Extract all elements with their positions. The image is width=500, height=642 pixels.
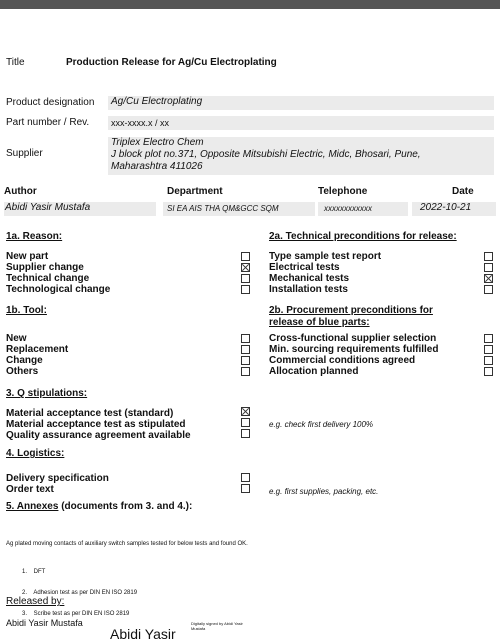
supplier-line: J block plot no.371, Opposite Mitsubishi Electric, Midc, Bhosari, Pune, — [111, 149, 421, 160]
digital-signature-line: Digitally signed by Abidi Yasir — [191, 621, 243, 626]
tool-others-checkbox[interactable] — [241, 367, 250, 376]
commercial-conditions-checkbox[interactable] — [484, 356, 493, 365]
mat-acceptance-standard-checkbox[interactable] — [241, 407, 250, 416]
list-item: Quality assurance agreement available — [6, 430, 191, 441]
date-header: Date — [452, 186, 474, 197]
reason-new-part-checkbox[interactable] — [241, 252, 250, 261]
reason-technological-change-checkbox[interactable] — [241, 285, 250, 294]
logistics-list — [6, 473, 109, 495]
list-item: Cross-functional supplier selection — [269, 333, 437, 344]
reason-supplier-change-checkbox[interactable] — [241, 263, 250, 272]
telephone-header: Telephone — [318, 186, 368, 197]
list-item: Supplier change — [6, 262, 84, 273]
procurement-heading-line: 2b. Procurement preconditions for — [269, 305, 433, 316]
department-header: Department — [167, 186, 223, 197]
procurement-heading-line: release of blue parts: — [269, 317, 370, 328]
list-item: Type sample test report — [269, 251, 382, 262]
list-item: Others — [6, 366, 39, 377]
qa-agreement-checkbox[interactable] — [241, 429, 250, 438]
supplier-line: Maharashtra 411026 — [111, 161, 203, 172]
part-number-label: Part number / Rev. — [6, 117, 90, 128]
min-sourcing-checkbox[interactable] — [484, 345, 493, 354]
list-item: Replacement — [6, 344, 69, 355]
delivery-spec-checkbox[interactable] — [241, 473, 250, 482]
reason-heading: 1a. Reason: — [6, 231, 63, 242]
department-value: SI EA AIS THA QM&GCC SQM — [163, 202, 315, 216]
mat-acceptance-stipulated-checkbox[interactable] — [241, 418, 250, 427]
tool-heading: 1b. Tool: — [6, 305, 47, 316]
list-item: Electrical tests — [269, 262, 340, 273]
list-item: Change — [6, 355, 43, 366]
list-item: Commercial conditions agreed — [269, 355, 416, 366]
procurement-heading — [269, 305, 433, 329]
tech-preconditions-list — [269, 251, 381, 295]
product-designation-field: Ag/Cu Electroplating — [108, 96, 494, 110]
supplier-field — [108, 137, 494, 175]
logistics-note: e.g. first supplies, packing, etc. — [269, 487, 379, 496]
tool-new-checkbox[interactable] — [241, 334, 250, 343]
digital-signature-info — [191, 621, 243, 631]
released-by-name: Abidi Yasir Mustafa — [6, 618, 83, 628]
date-value: 2022-10-21 — [412, 202, 496, 216]
logistics-heading: 4. Logistics: — [6, 448, 65, 459]
tool-change-checkbox[interactable] — [241, 356, 250, 365]
author-value: Abidi Yasir Mustafa — [4, 202, 156, 216]
list-item: Material acceptance test (standard) — [6, 408, 174, 419]
remarks-intro: Ag plated moving contacts of auxiliary switch samples tested for below tests and found OK. — [6, 541, 248, 547]
q-stipulations-list — [6, 408, 191, 441]
procurement-list — [269, 333, 438, 377]
reason-list — [6, 251, 110, 295]
supplier-line: Triplex Electro Chem — [111, 137, 204, 148]
list-item: Order text — [6, 484, 54, 495]
electrical-tests-checkbox[interactable] — [484, 263, 493, 272]
order-text-checkbox[interactable] — [241, 484, 250, 493]
q-stipulations-heading: 3. Q stipulations: — [6, 388, 88, 399]
supplier-label: Supplier — [6, 148, 43, 159]
list-item: Delivery specification — [6, 473, 109, 484]
list-item: 2. Adhesion test as per DIN EN ISO 2819 — [22, 590, 138, 596]
list-item: Technological change — [6, 284, 111, 295]
page-title: Production Release for Ag/Cu Electroplating — [66, 57, 277, 68]
part-number-field: xxx-xxxx.x / xx — [108, 116, 494, 130]
list-item: Mechanical tests — [269, 273, 350, 284]
annexes-heading-underlined: 5. Annexes — [6, 501, 59, 512]
annexes-heading — [6, 501, 192, 513]
list-item: New — [6, 333, 27, 344]
digital-signature-line: Mustafa — [191, 626, 206, 631]
cross-functional-checkbox[interactable] — [484, 334, 493, 343]
product-designation-label: Product designation — [6, 97, 95, 108]
list-item: 1. DFT — [22, 569, 46, 575]
telephone-value: xxxxxxxxxxxx — [318, 202, 408, 216]
tool-list — [6, 333, 68, 377]
list-item: New part — [6, 251, 49, 262]
q-stipulations-note: e.g. check first delivery 100% — [269, 420, 374, 429]
mechanical-tests-checkbox[interactable] — [484, 274, 493, 283]
reason-technical-change-checkbox[interactable] — [241, 274, 250, 283]
header-bar — [0, 0, 500, 9]
tech-preconditions-heading: 2a. Technical preconditions for release: — [269, 231, 457, 242]
list-item: Min. sourcing requirements fulfilled — [269, 344, 439, 355]
annexes-heading-rest: (documents from 3. and 4.): — [58, 501, 193, 512]
title-label: Title — [6, 57, 25, 68]
signature-name: Abidi Yasir — [110, 626, 176, 642]
list-item: 3. Scribe test as per DIN EN ISO 2819 — [22, 611, 130, 617]
type-sample-checkbox[interactable] — [484, 252, 493, 261]
installation-tests-checkbox[interactable] — [484, 285, 493, 294]
list-item: Material acceptance test as stipulated — [6, 419, 186, 430]
list-item: Allocation planned — [269, 366, 359, 377]
list-item: Installation tests — [269, 284, 348, 295]
released-by-heading: Released by: — [6, 596, 65, 607]
author-header: Author — [4, 186, 37, 197]
remarks-test-list — [22, 555, 137, 625]
tool-replacement-checkbox[interactable] — [241, 345, 250, 354]
allocation-planned-checkbox[interactable] — [484, 367, 493, 376]
list-item: Technical change — [6, 273, 90, 284]
